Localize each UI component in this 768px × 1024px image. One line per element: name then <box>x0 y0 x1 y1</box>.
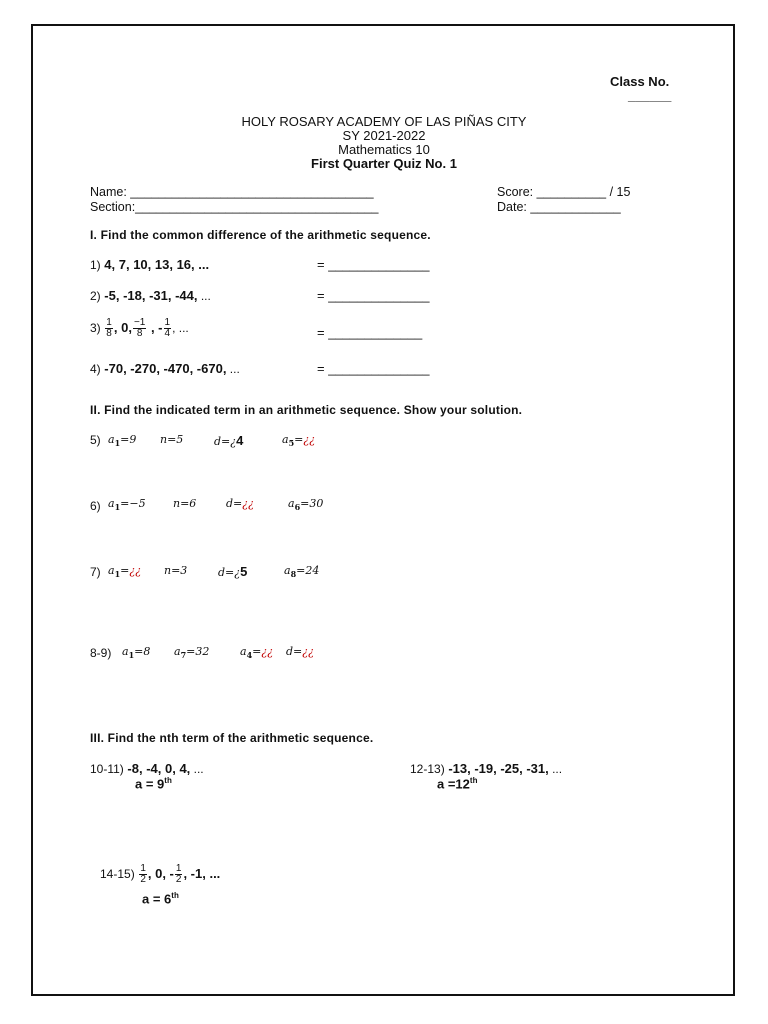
fraction: $\frac{1}{2}$ <box>140 863 146 885</box>
item-number: 4) <box>90 362 101 376</box>
item-number: 6) <box>90 499 101 513</box>
item-number: 14-15) <box>100 866 135 881</box>
term-d: d=¿4 <box>214 433 244 448</box>
item-number: 3) <box>90 320 101 335</box>
term-a1: $a_1=¿¿$ <box>108 564 142 579</box>
part1-title: I. Find the common difference of the arithmetic sequence. <box>90 228 431 242</box>
item-number: 5) <box>90 433 101 447</box>
school-name: HOLY ROSARY ACADEMY OF LAS PIÑAS CITY <box>241 114 527 129</box>
ellipsis: ... <box>190 762 204 776</box>
term-a7: $a_7=32$ <box>174 645 210 660</box>
fraction: $\frac{-1}{8}$ <box>133 317 146 339</box>
term-a1: $a_1=-5$ <box>108 497 146 512</box>
item-number: 8-9) <box>90 646 112 660</box>
class-no-blank: ______ <box>628 88 672 103</box>
term-a5: $a_5=¿¿$ <box>282 433 316 448</box>
subject: Mathematics 10 <box>338 142 430 157</box>
term-d: d=¿¿ <box>286 645 315 658</box>
term-position: a = 6th <box>142 891 179 907</box>
fraction: $\frac{1}{8}$ <box>106 317 112 339</box>
fraction: $\frac{1}{4}$ <box>164 317 171 339</box>
name-field: Name: ___________________________________ <box>90 185 374 199</box>
part2-title: II. Find the indicated term in an arithmetic sequence. Show your solution. <box>90 403 523 417</box>
sequence: -5, -18, -31, -44, <box>104 288 198 303</box>
quiz-title: First Quarter Quiz No. 1 <box>311 156 457 171</box>
term-d: d=¿5 <box>218 564 248 579</box>
ellipsis: ... <box>197 289 211 303</box>
answer-blank: = ______________ <box>317 288 430 303</box>
part1-item-3 <box>90 318 189 339</box>
answer-blank: = ______________ <box>317 257 430 272</box>
sequence: , -1, ... <box>183 865 221 881</box>
part3-item-1 <box>90 761 204 776</box>
term-a8: $a_8=24$ <box>284 564 320 579</box>
term-n: n=6 <box>173 497 197 510</box>
date-field: Date: _____________ <box>497 200 621 214</box>
sequence: -13, -19, -25, -31, <box>448 761 549 776</box>
item-number: 7) <box>90 565 101 579</box>
score-field: Score: __________ / 15 <box>497 185 631 199</box>
class-no-label: Class No. <box>610 74 670 89</box>
sequence: -70, -270, -470, -670, <box>104 361 227 376</box>
part1-item-4 <box>90 361 240 376</box>
term-a1: $a_1=9$ <box>108 433 137 448</box>
sequence: , 0, <box>113 319 132 335</box>
sequence: , 0, - <box>147 865 174 881</box>
answer-blank: = ______________ <box>317 361 430 376</box>
part3-item-2 <box>410 761 562 776</box>
part1-item-2 <box>90 288 211 303</box>
sequence: -8, -4, 0, 4, <box>127 761 191 776</box>
term-d: d=¿¿ <box>226 497 255 510</box>
ellipsis: , ... <box>172 320 189 335</box>
item-number: 1) <box>90 258 101 272</box>
term-a1: $a_1=8$ <box>122 645 151 660</box>
part3-item-3 <box>100 864 220 885</box>
term-position: a =12th <box>437 776 478 792</box>
ellipsis: ... <box>548 762 563 776</box>
part1-item-1 <box>90 257 209 272</box>
term-n: n=3 <box>164 564 188 577</box>
term-position: a = 9th <box>135 776 172 792</box>
item-number: 2) <box>90 289 101 303</box>
answer-blank: = _____________ <box>317 325 423 340</box>
term-n: n=5 <box>160 433 184 446</box>
part3-title: III. Find the nth term of the arithmetic sequence. <box>90 731 374 745</box>
item-number: 10-11) <box>90 762 124 776</box>
sequence: 4, 7, 10, 13, 16, ... <box>104 257 210 272</box>
term-a6: $a_6=30$ <box>288 497 324 512</box>
fraction: $\frac{1}{2}$ <box>175 863 182 885</box>
sequence: , - <box>147 319 163 335</box>
item-number: 12-13) <box>410 762 445 776</box>
ellipsis: ... <box>226 362 240 376</box>
term-a4: $a_4=¿¿$ <box>240 645 274 660</box>
school-year: SY 2021-2022 <box>342 128 426 143</box>
section-field: Section:___________________________________ <box>90 200 379 214</box>
